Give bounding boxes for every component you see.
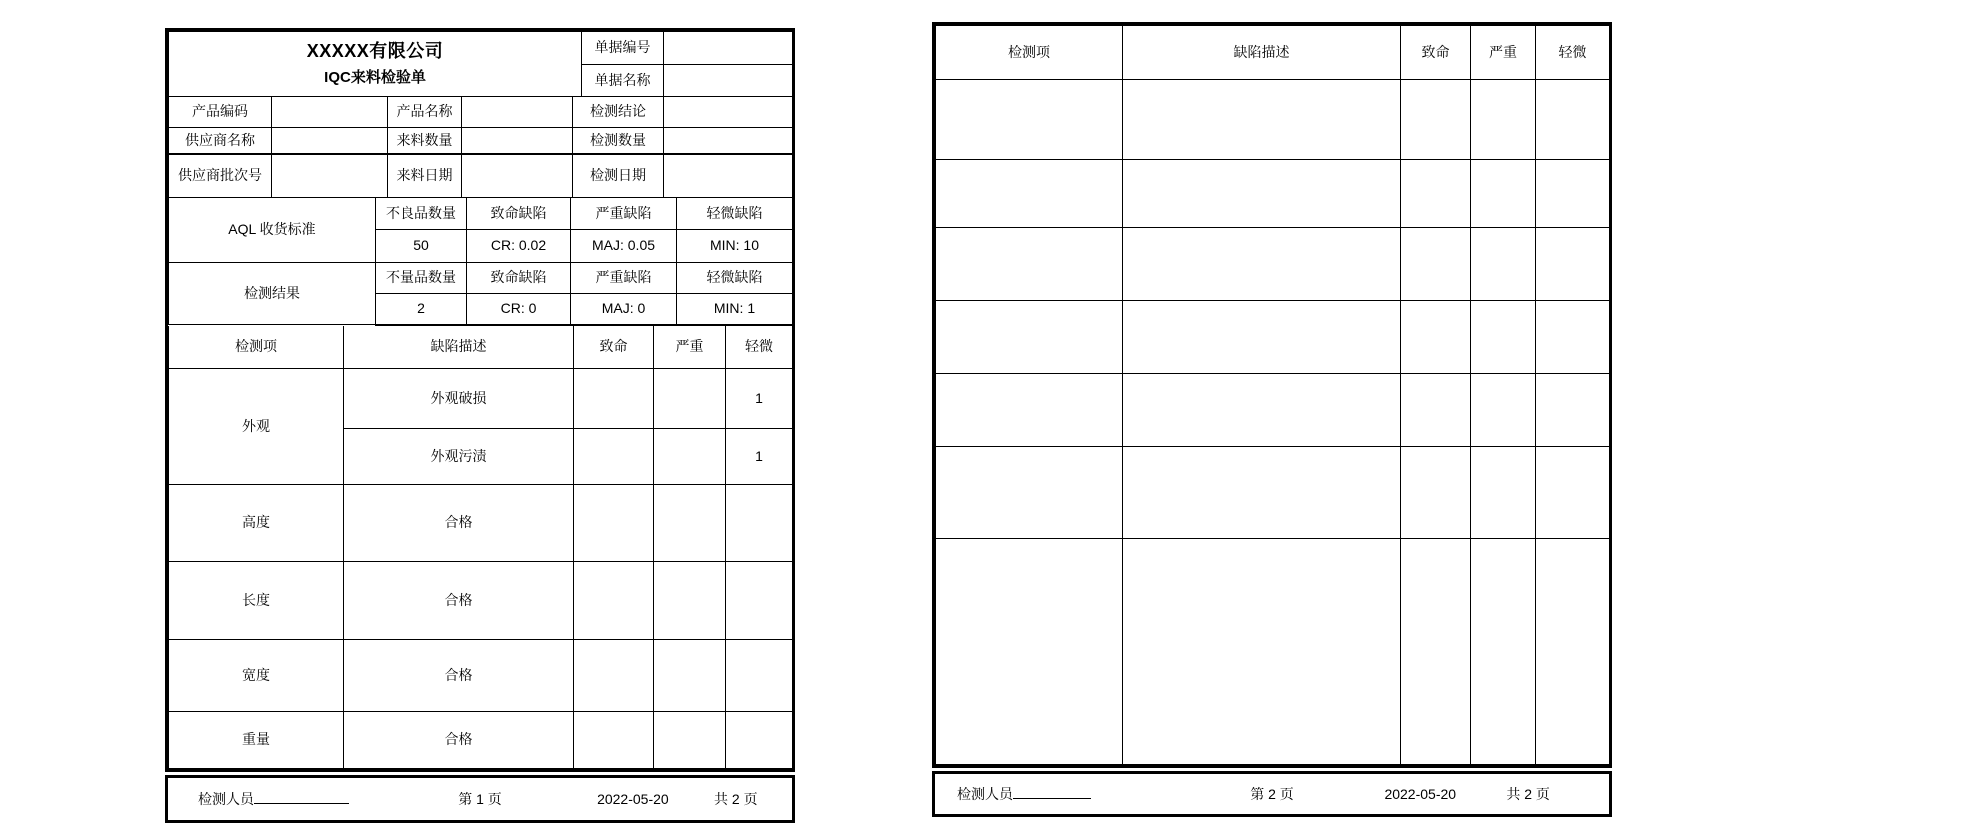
cell-item-weight: 重量: [169, 712, 344, 769]
supplier-name-label: 供应商名称: [169, 127, 272, 154]
cell-major: [654, 485, 726, 562]
col-header-item: 检测项: [936, 26, 1123, 80]
empty-cell: [1536, 447, 1610, 539]
cell-item-width: 宽度: [169, 640, 344, 712]
incoming-qty-label: 来料数量: [388, 127, 462, 154]
supplier-batch-value-cell: [272, 154, 388, 197]
empty-cell: [1401, 301, 1471, 374]
product-code-value-cell: [272, 97, 388, 127]
empty-cell: [1401, 539, 1471, 765]
empty-cell: [1401, 374, 1471, 447]
empty-cell: [1536, 539, 1610, 765]
incoming-qty-value-cell: [462, 127, 573, 154]
cell-minor: [726, 712, 793, 769]
aql-major-header: 严重缺陷: [571, 198, 677, 230]
table-row: [169, 485, 793, 562]
result-minor-value: MIN: 1: [677, 294, 793, 325]
empty-cell: [1471, 80, 1536, 160]
aql-critical-header: 致命缺陷: [467, 198, 571, 230]
defect-table: [168, 326, 793, 770]
signature-line: [1013, 786, 1091, 799]
cell-major: [654, 369, 726, 429]
supplier-batch-label: 供应商批次号: [169, 154, 272, 197]
page-number: 第 2 页: [1250, 786, 1294, 802]
inspector-label: 检测人员: [957, 786, 1013, 802]
empty-cell: [1471, 160, 1536, 228]
inspector-signature: [198, 789, 349, 809]
page-1-footer: [165, 775, 795, 823]
print-date: 2022-05-20: [1384, 786, 1457, 802]
col-header-item: 检测项: [169, 326, 344, 369]
cell-critical: [574, 712, 654, 769]
empty-cell: [1401, 80, 1471, 160]
empty-cell: [1123, 539, 1401, 765]
cell-item-height: 高度: [169, 485, 344, 562]
cell-item-appearance: 外观: [169, 369, 344, 485]
incoming-date-value-cell: [462, 154, 573, 197]
cell-critical: [574, 369, 654, 429]
cell-minor: [726, 640, 793, 712]
cell-minor: 1: [726, 369, 793, 429]
cell-desc: 合格: [344, 640, 574, 712]
page-2-defect-table: [935, 25, 1610, 765]
empty-cell: [936, 447, 1123, 539]
page-number: 第 1 页: [458, 791, 502, 807]
signature-line: [254, 791, 349, 804]
empty-table-row: [936, 80, 1610, 160]
print-date: 2022-05-20: [597, 791, 669, 807]
cell-critical: [574, 562, 654, 640]
col-header-desc: 缺陷描述: [1123, 26, 1401, 80]
result-critical-value: CR: 0: [467, 294, 571, 325]
empty-cell: [936, 539, 1123, 765]
inspect-qty-value-cell: [664, 127, 793, 154]
page-2-footer: [932, 771, 1612, 817]
inspector-signature: [957, 784, 1091, 804]
empty-cell: [1536, 228, 1610, 301]
aql-result-section: [168, 198, 793, 326]
cell-major: [654, 429, 726, 485]
company-name: XXXXX有限公司: [306, 41, 444, 62]
cell-major: [654, 640, 726, 712]
defect-table-header-row: [936, 26, 1610, 80]
table-row: [169, 369, 793, 429]
col-header-critical: 致命: [1401, 26, 1471, 80]
title-header-section: [168, 31, 793, 97]
empty-table-row: [936, 160, 1610, 228]
info-grid-section: [168, 97, 793, 198]
result-major-value: MAJ: 0: [571, 294, 677, 325]
cell-desc: 合格: [344, 712, 574, 769]
col-header-minor: 轻微: [726, 326, 793, 369]
result-critical-header: 致命缺陷: [467, 263, 571, 294]
empty-cell: [1123, 301, 1401, 374]
defect-table-header-row: [169, 326, 793, 369]
table-row: [169, 562, 793, 640]
inspect-conclusion-value-cell: [664, 97, 793, 127]
col-header-major: 严重: [1471, 26, 1536, 80]
incoming-date-label: 来料日期: [388, 154, 462, 197]
result-defect-qty-value: 2: [376, 294, 467, 325]
product-name-label: 产品名称: [388, 97, 462, 127]
empty-cell: [1471, 539, 1536, 765]
empty-cell: [1123, 228, 1401, 301]
page-1: [165, 28, 795, 823]
page-2: [932, 22, 1612, 817]
empty-cell: [1123, 160, 1401, 228]
cell-major: [654, 562, 726, 640]
empty-table-row: [936, 228, 1610, 301]
product-code-label: 产品编码: [169, 97, 272, 127]
cell-critical: [574, 429, 654, 485]
empty-cell: [1401, 160, 1471, 228]
inspect-conclusion-label: 检测结论: [573, 97, 664, 127]
inspect-qty-label: 检测数量: [573, 127, 664, 154]
empty-cell: [936, 228, 1123, 301]
doc-name-label: 单据名称: [582, 65, 664, 97]
inspect-date-label: 检测日期: [573, 154, 664, 197]
col-header-minor: 轻微: [1536, 26, 1610, 80]
empty-cell: [1123, 447, 1401, 539]
inspect-date-value-cell: [664, 154, 793, 197]
empty-cell: [936, 80, 1123, 160]
supplier-name-value-cell: [272, 127, 388, 154]
empty-cell: [1401, 228, 1471, 301]
empty-cell: [1471, 228, 1536, 301]
empty-cell: [1471, 301, 1536, 374]
empty-table-row: [936, 301, 1610, 374]
empty-table-row: [936, 447, 1610, 539]
empty-table-row: [936, 539, 1610, 765]
total-pages: 共 2 页: [714, 791, 758, 807]
inspector-label: 检测人员: [198, 791, 254, 807]
result-major-header: 严重缺陷: [571, 263, 677, 294]
page-1-main-box: [165, 28, 795, 772]
result-minor-header: 轻微缺陷: [677, 263, 793, 294]
title-block: [169, 32, 582, 97]
empty-cell: [1471, 374, 1536, 447]
cell-minor: 1: [726, 429, 793, 485]
result-label: 检测结果: [169, 263, 376, 325]
result-defect-qty-header: 不量品数量: [376, 263, 467, 294]
empty-cell: [1123, 80, 1401, 160]
cell-minor: [726, 562, 793, 640]
empty-cell: [1536, 301, 1610, 374]
cell-minor: [726, 485, 793, 562]
empty-table-row: [936, 374, 1610, 447]
aql-defect-qty-header: 不良品数量: [376, 198, 467, 230]
empty-cell: [936, 374, 1123, 447]
cell-desc: 合格: [344, 562, 574, 640]
table-row: [169, 712, 793, 769]
aql-standard-label: AQL 收货标准: [169, 198, 376, 263]
col-header-critical: 致命: [574, 326, 654, 369]
empty-cell: [936, 160, 1123, 228]
cell-desc: 外观污渍: [344, 429, 574, 485]
empty-cell: [1401, 447, 1471, 539]
aql-major-value: MAJ: 0.05: [571, 230, 677, 263]
aql-defect-qty-value: 50: [376, 230, 467, 263]
page-2-main-box: [932, 22, 1612, 768]
doc-number-label: 单据编号: [582, 32, 664, 65]
empty-cell: [1536, 160, 1610, 228]
aql-critical-value: CR: 0.02: [467, 230, 571, 263]
total-pages: 共 2 页: [1506, 786, 1550, 802]
empty-cell: [1471, 447, 1536, 539]
cell-critical: [574, 640, 654, 712]
cell-item-length: 长度: [169, 562, 344, 640]
empty-cell: [1536, 80, 1610, 160]
doc-number-value-cell: [664, 32, 793, 65]
aql-minor-header: 轻微缺陷: [677, 198, 793, 230]
aql-minor-value: MIN: 10: [677, 230, 793, 263]
cell-desc: 外观破损: [344, 369, 574, 429]
table-row: [169, 640, 793, 712]
cell-major: [654, 712, 726, 769]
empty-cell: [1123, 374, 1401, 447]
cell-critical: [574, 485, 654, 562]
product-name-value-cell: [462, 97, 573, 127]
col-header-desc: 缺陷描述: [344, 326, 574, 369]
empty-cell: [936, 301, 1123, 374]
empty-cell: [1536, 374, 1610, 447]
cell-desc: 合格: [344, 485, 574, 562]
form-title: IQC来料检验单: [324, 68, 426, 86]
col-header-major: 严重: [654, 326, 726, 369]
doc-name-value-cell: [664, 65, 793, 97]
